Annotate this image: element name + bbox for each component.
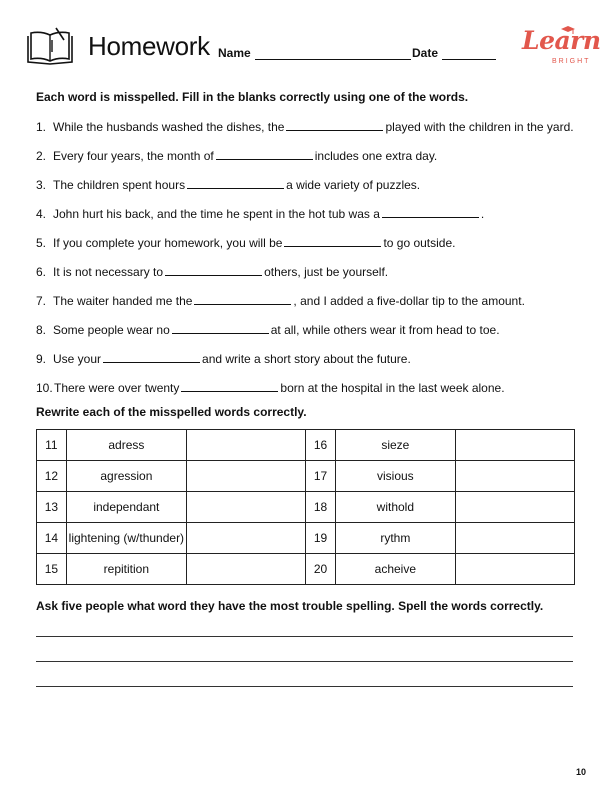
answer-line[interactable]	[36, 636, 573, 637]
table-row	[37, 461, 575, 492]
misspelled-word: independant	[66, 492, 186, 523]
word-number: 14	[37, 523, 67, 554]
question-4	[36, 206, 484, 221]
question-text-before: Every four years, the month of	[53, 149, 214, 163]
misspelled-word: rythm	[335, 523, 455, 554]
question-number: 10.	[36, 381, 53, 395]
question-number: 1.	[36, 120, 47, 134]
question-9	[36, 351, 411, 366]
question-number: 6.	[36, 265, 47, 279]
word-number: 19	[306, 523, 336, 554]
word-number: 12	[37, 461, 67, 492]
question-text-before: Use your	[53, 352, 102, 366]
name-label: Name	[218, 46, 251, 60]
word-number: 20	[306, 554, 336, 585]
date-field[interactable]	[412, 46, 496, 60]
table-row	[37, 492, 575, 523]
question-text-after: , and I added a five-dollar tip to the amount.	[293, 294, 525, 308]
learn-bright-logo-sub: BRIGHT	[552, 58, 591, 65]
question-6	[36, 264, 388, 279]
answer-cell[interactable]	[186, 430, 305, 461]
homework-book-icon	[26, 26, 74, 71]
answer-blank[interactable]	[165, 264, 262, 276]
question-8	[36, 322, 500, 337]
question-text-after: others, just be yourself.	[264, 265, 389, 279]
answer-blank[interactable]	[187, 177, 284, 189]
question-number: 2.	[36, 149, 47, 163]
question-text-after: and write a short story about the future.	[202, 352, 411, 366]
answer-cell[interactable]	[186, 461, 305, 492]
question-5	[36, 235, 456, 250]
question-number: 9.	[36, 352, 47, 366]
misspelled-word: acheive	[335, 554, 455, 585]
answer-blank[interactable]	[172, 322, 269, 334]
question-10	[36, 380, 505, 395]
question-7	[36, 293, 525, 308]
question-text-after: played with the children in the yard.	[385, 120, 574, 134]
question-3	[36, 177, 420, 192]
question-number: 7.	[36, 294, 47, 308]
question-text-before: If you complete your homework, you will be	[53, 236, 283, 250]
question-1	[36, 119, 574, 134]
misspelled-word: agression	[66, 461, 186, 492]
question-2	[36, 148, 437, 163]
answer-blank[interactable]	[194, 293, 291, 305]
question-text-before: It is not necessary to	[53, 265, 164, 279]
question-text-after: to go outside.	[383, 236, 456, 250]
answer-cell[interactable]	[455, 461, 574, 492]
misspelled-word: withold	[335, 492, 455, 523]
question-text-after: .	[480, 207, 485, 221]
word-number: 15	[37, 554, 67, 585]
question-text-after: born at the hospital in the last week alone.	[280, 381, 505, 395]
word-number: 16	[306, 430, 336, 461]
table-row	[37, 523, 575, 554]
question-number: 3.	[36, 178, 47, 192]
word-number: 11	[37, 430, 67, 461]
misspelled-word: repitition	[66, 554, 186, 585]
question-text-before: The waiter handed me the	[53, 294, 193, 308]
question-number: 8.	[36, 323, 47, 337]
answer-cell[interactable]	[455, 523, 574, 554]
answer-cell[interactable]	[186, 554, 305, 585]
answer-cell[interactable]	[186, 523, 305, 554]
answer-blank[interactable]	[284, 235, 381, 247]
page-title: Homework	[88, 31, 210, 61]
question-text-before: There were over twenty	[54, 381, 180, 395]
question-text-before: Some people wear no	[53, 323, 170, 337]
section1-instruction: Each word is misspelled. Fill in the blanks correctly using one of the words.	[36, 90, 469, 104]
question-text-after: includes one extra day.	[314, 149, 438, 163]
table-row	[37, 430, 575, 461]
answer-cell[interactable]	[455, 430, 574, 461]
answer-blank[interactable]	[286, 119, 383, 131]
name-field[interactable]	[218, 46, 411, 60]
misspelled-word: sieze	[335, 430, 455, 461]
question-text-after: at all, while others wear it from head to toe.	[270, 323, 500, 337]
question-text-before: While the husbands washed the dishes, the	[53, 120, 285, 134]
misspelled-word: adress	[66, 430, 186, 461]
answer-line[interactable]	[36, 661, 573, 662]
answer-cell[interactable]	[455, 492, 574, 523]
answer-line[interactable]	[36, 686, 573, 687]
question-number: 4.	[36, 207, 47, 221]
section2-instruction: Rewrite each of the misspelled words correctly.	[36, 405, 307, 419]
section3-instruction: Ask five people what word they have the most trouble spelling. Spell the words correctly.	[36, 599, 544, 613]
answer-blank[interactable]	[382, 206, 479, 218]
word-number: 17	[306, 461, 336, 492]
page-number: 10	[576, 767, 587, 777]
date-label: Date	[412, 46, 439, 60]
word-number: 18	[306, 492, 336, 523]
question-text-before: The children spent hours	[53, 178, 186, 192]
answer-blank[interactable]	[216, 148, 313, 160]
word-number: 13	[37, 492, 67, 523]
learn-bright-logo: Learn	[522, 26, 601, 55]
misspelled-word: visious	[335, 461, 455, 492]
question-text-before: John hurt his back, and the time he spent in the hot tub was a	[53, 207, 380, 221]
answer-blank[interactable]	[103, 351, 200, 363]
answer-cell[interactable]	[455, 554, 574, 585]
question-number: 5.	[36, 236, 47, 250]
misspelled-word: lightening (w/thunder)	[66, 523, 186, 554]
misspelled-words-table	[36, 429, 575, 585]
question-text-after: a wide variety of puzzles.	[286, 178, 421, 192]
table-row	[37, 554, 575, 585]
answer-blank[interactable]	[181, 380, 278, 392]
answer-cell[interactable]	[186, 492, 305, 523]
